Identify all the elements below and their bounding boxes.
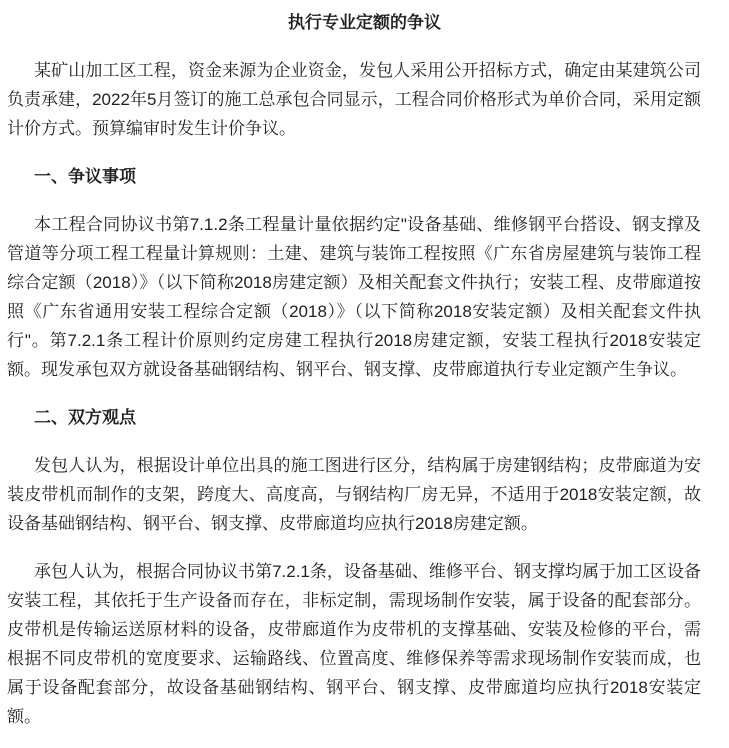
intro-paragraph: 某矿山加工区工程，资金来源为企业资金，发包人采用公开招标方式，确定由某建筑公司负责承建，2022年5月签订的施工总承包合同显示，工程合同价格形式为单价合同，采用定额计价方式。预算编审时发生计价争议。 bbox=[7, 61, 701, 138]
page-title: 执行专业定额的争议 bbox=[288, 13, 441, 32]
contractor-view-paragraph: 承包人认为，根据合同协议书第7.2.1条，设备基础、维修平台、钢支撑均属于加工区设备安装工程，其依托于生产设备而存在，非标定制，需现场制作安装，属于设备的配套部分。皮带机是传输运送原材料的设备，皮带廊道作为皮带机的支撑基础、安装及检修的平台，需根据不同皮带机的宽度要求、运输路线、位置高度、维修保养等需求现场制作安装而成，也属于设备配套部分，故设备基础钢结构、钢平台、钢支撑、皮带廊道均应执行2018安装定额。 bbox=[7, 562, 701, 726]
section-heading-dispute-items: 一、争议事项 bbox=[34, 167, 136, 186]
employer-view-paragraph: 发包人认为，根据设计单位出具的施工图进行区分，结构属于房建钢结构；皮带廊道为安装皮带机而制作的支架，跨度大、高度高，与钢结构厂房无异，不适用于2018安装定额，故设备基础钢结构、钢平台、钢支撑、皮带廊道均应执行2018房建定额。 bbox=[7, 456, 701, 533]
dispute-items-paragraph: 本工程合同协议书第7.1.2条工程量计量依据约定"设备基础、维修钢平台搭设、钢支撑及管道等分项工程工程量计算规则：土建、建筑与装饰工程按照《广东省房屋建筑与装饰工程综合定额（2018）》（以下简称2018房建定额）及相关配套文件执行；安装工程、皮带廊道按照《广东省通用安装工程综合定额（2018）》（以下简称2018安装定额）及相关配套文件执行"。第7.2.1条工程计价原则约定房建工程执行2018房建定额，安装工程执行2018安装定额。现发承包双方就设备基础钢结构、钢平台、钢支撑、皮带廊道执行专业定额产生争议。 bbox=[7, 215, 701, 379]
section-heading-both-parties-views: 二、双方观点 bbox=[34, 408, 136, 427]
